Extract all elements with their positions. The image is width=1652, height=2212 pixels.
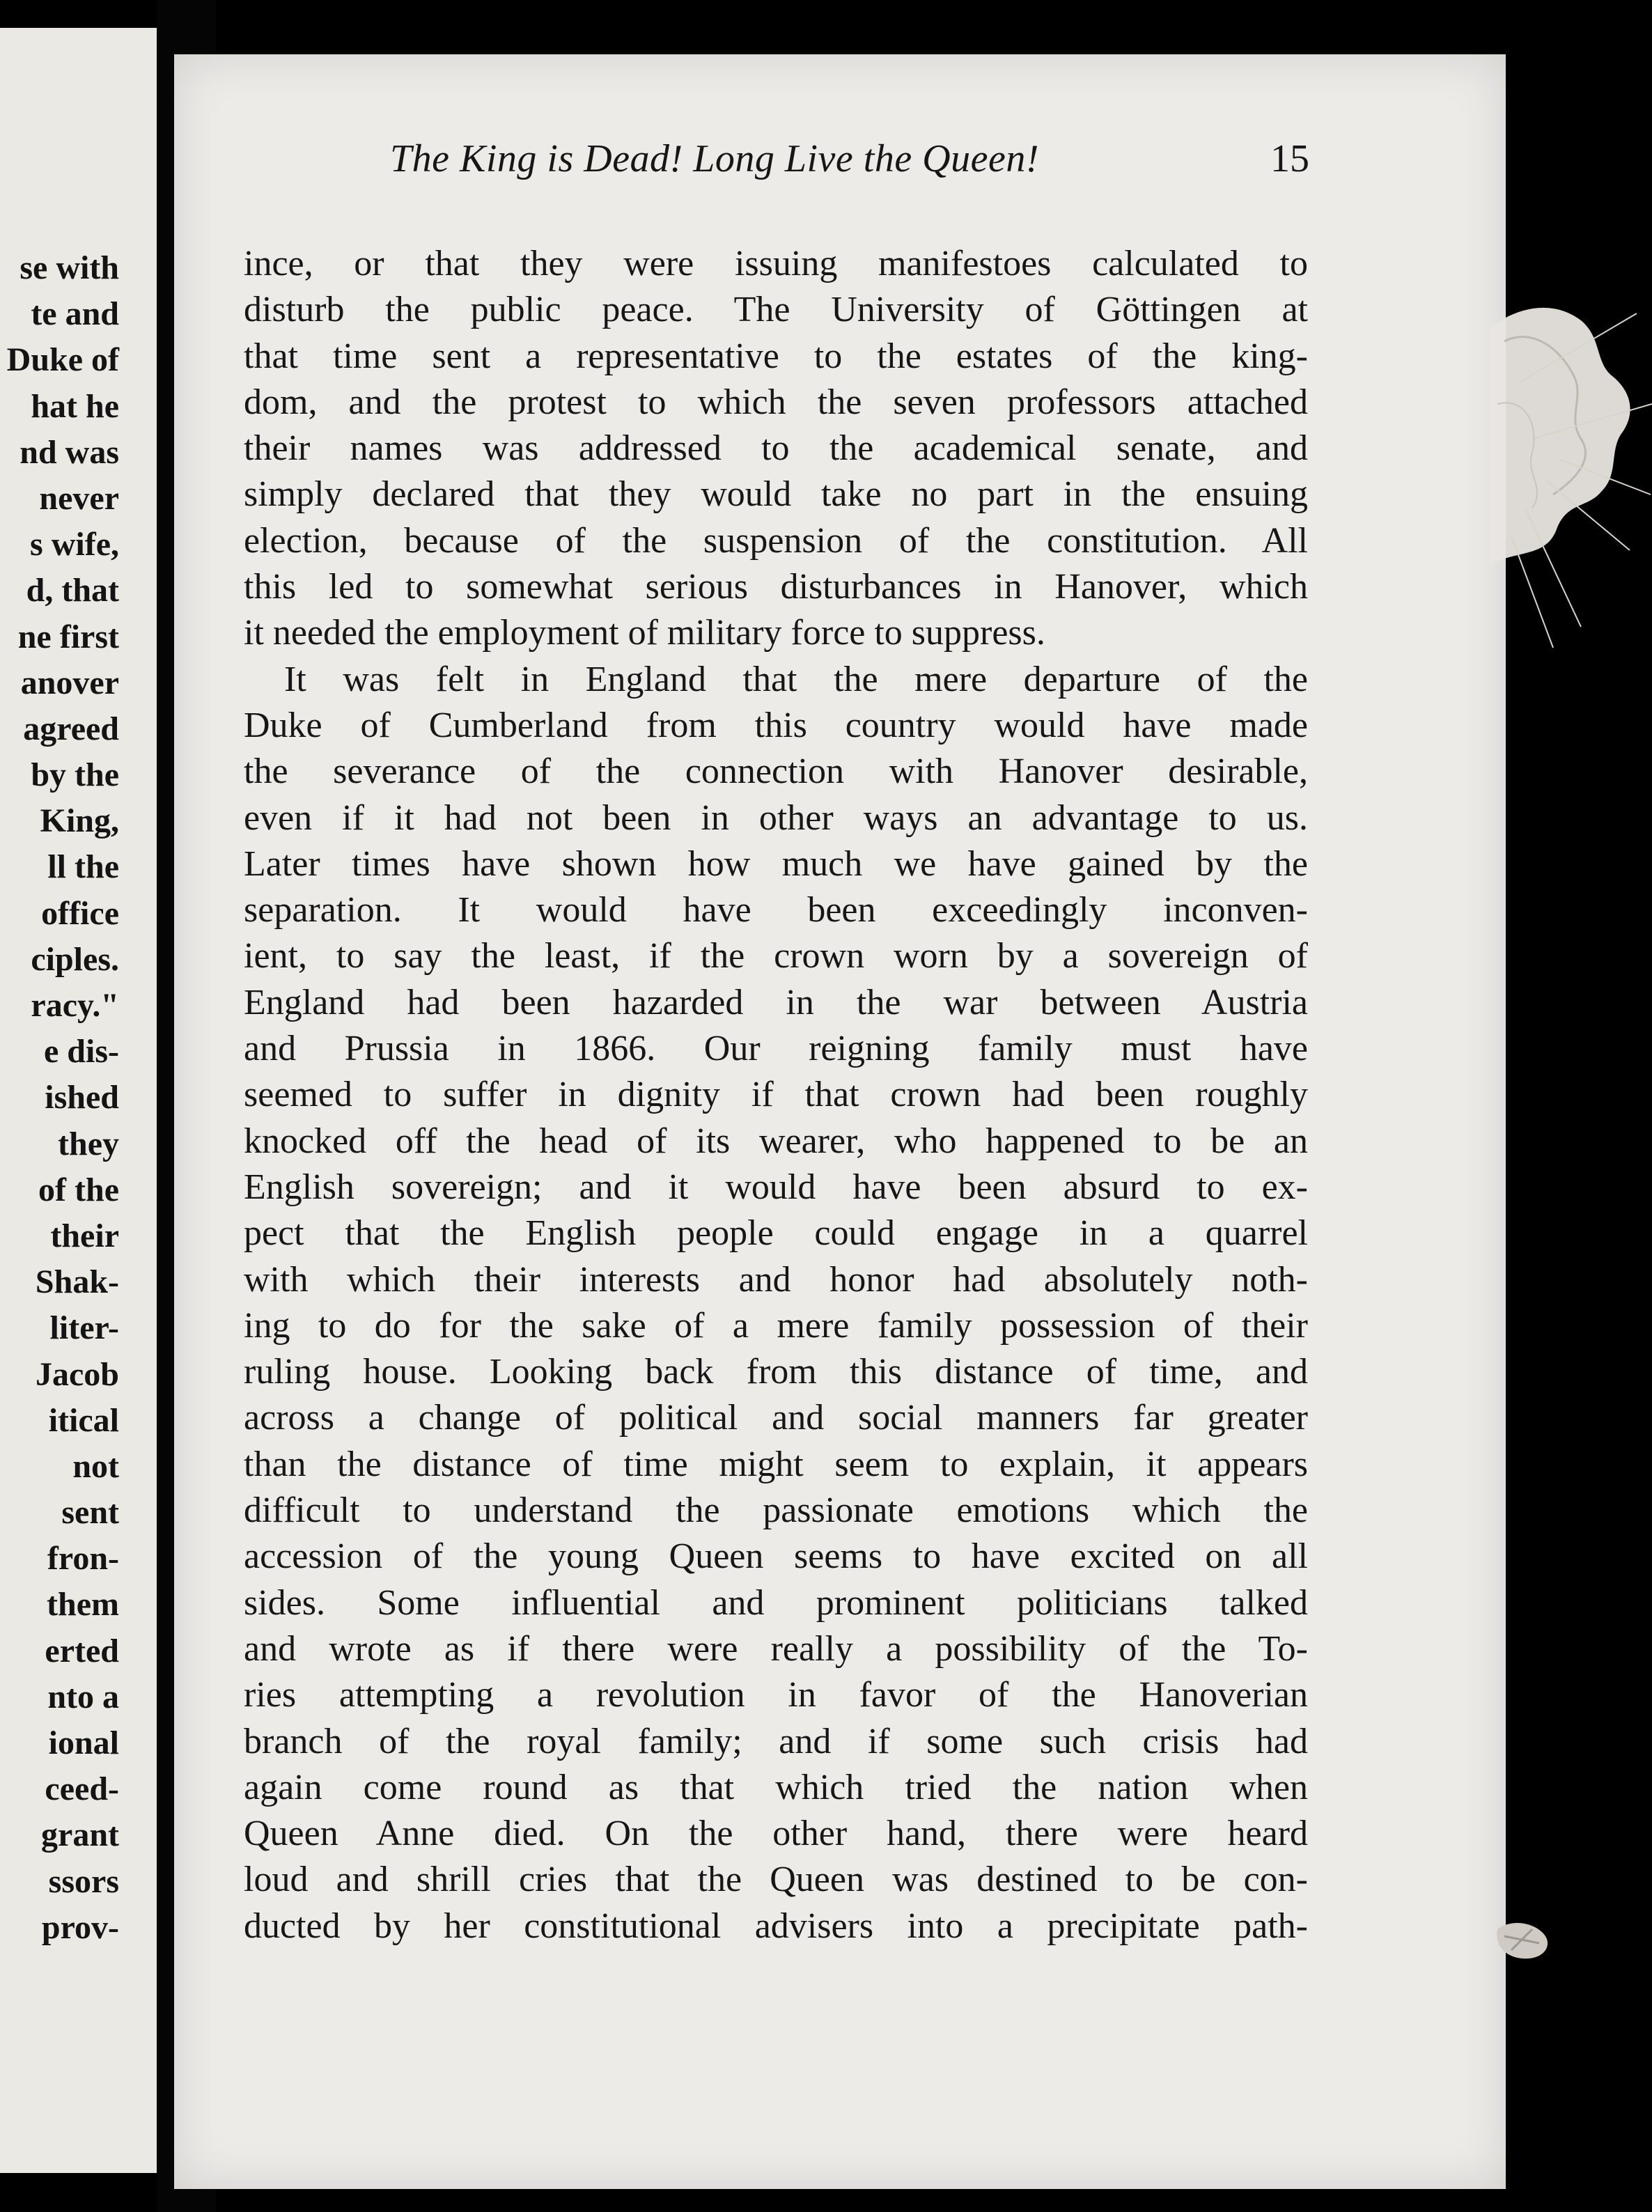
text-line: separation. It would have been exceedingly inconven- — [244, 890, 1308, 930]
body-text — [244, 241, 1308, 1949]
left-page-line: ne first — [17, 618, 119, 655]
left-page-line: King, — [40, 802, 119, 840]
text-line: sides. Some influential and prominent politicians talked — [244, 1582, 1308, 1623]
left-page-line: e dis- — [44, 1033, 119, 1070]
left-page-line: nto a — [47, 1678, 119, 1715]
left-page-text-column — [7, 245, 119, 1951]
left-page-line: d, that — [26, 572, 119, 609]
left-page-line: ional — [48, 1724, 119, 1761]
text-line: and wrote as if there were really a possibility of the To- — [244, 1628, 1308, 1669]
text-line: and Prussia in 1866. Our reigning family must have — [244, 1029, 1308, 1069]
left-page-line: prov- — [41, 1908, 119, 1946]
text-line: English sovereign; and it would have been absurd to ex- — [244, 1167, 1308, 1207]
left-facing-page — [0, 28, 157, 2173]
left-page-line: grant — [41, 1816, 119, 1854]
text-line: with which their interests and honor had absolutely noth- — [244, 1259, 1308, 1300]
running-title: The King is Dead! Long Live the Queen! — [390, 137, 1039, 180]
text-line: ruling house. Looking back from this distance of time, and — [244, 1352, 1308, 1392]
text-line: It was felt in England that the mere departure of the — [284, 659, 1308, 699]
left-page-line: they — [58, 1125, 119, 1162]
text-line: pect that the English people could engage in a quarrel — [244, 1213, 1308, 1254]
text-line: disturb the public peace. The University of Göttingen at — [244, 290, 1308, 330]
text-line: difficult to understand the passionate emotions which the — [244, 1490, 1308, 1531]
text-line: that time sent a representative to the estates of the king- — [244, 336, 1308, 376]
edge-speck — [1490, 1915, 1574, 1964]
left-page-line: by the — [31, 756, 119, 794]
left-page-line: se with — [20, 249, 119, 286]
left-page-line: itical — [48, 1401, 119, 1439]
text-line: across a change of political and social manners far greater — [244, 1398, 1308, 1438]
text-line: it needed the employment of military force to suppress. — [244, 613, 1045, 653]
left-page-line: erted — [45, 1632, 119, 1669]
text-line: accession of the young Queen seems to have excited on all — [244, 1536, 1308, 1577]
text-line: even if it had not been in other ways an advantage to us. — [244, 797, 1308, 838]
text-line: ries attempting a revolution in favor of the Hanoverian — [244, 1675, 1308, 1715]
torn-paper-fibre — [1490, 299, 1652, 662]
left-page-line: liter- — [49, 1309, 119, 1347]
left-page-line: anover — [20, 664, 119, 701]
left-page-line: sent — [61, 1494, 119, 1532]
left-page-line: never — [39, 479, 119, 517]
left-page-line: Duke of — [6, 341, 119, 379]
text-line: England had been hazarded in the war between Austria — [244, 982, 1308, 1022]
text-line: Later times have shown how much we have gained by the — [244, 843, 1308, 884]
text-line: knocked off the head of its wearer, who happened to be an — [244, 1121, 1308, 1161]
left-page-line: ll the — [47, 848, 119, 886]
text-line: ince, or that they were issuing manifestoes calculated to — [244, 244, 1308, 283]
text-line: loud and shrill cries that the Queen was destined to be con- — [244, 1860, 1308, 1900]
text-line: this led to somewhat serious disturbances in Hanover, which — [244, 567, 1308, 607]
left-page-line: ished — [45, 1079, 119, 1116]
page-number: 15 — [1270, 137, 1309, 180]
left-page-line: their — [50, 1217, 119, 1254]
text-line: seemed to suffer in dignity if that crown had been roughly — [244, 1075, 1308, 1115]
left-page-line: ceed- — [45, 1770, 119, 1808]
text-line: Queen Anne died. On the other hand, there were heard — [244, 1814, 1308, 1854]
text-line: than the distance of time might seem to explain, it appears — [244, 1444, 1308, 1484]
text-line: Duke of Cumberland from this country would have made — [244, 705, 1308, 745]
left-page-line: te and — [31, 295, 119, 333]
left-page-line: of the — [38, 1171, 119, 1208]
left-page-line: fron- — [47, 1540, 119, 1578]
left-page-line: hat he — [31, 387, 119, 425]
left-page-line: Jacob — [36, 1355, 119, 1393]
text-line: simply declared that they would take no part in the ensuing — [244, 474, 1308, 515]
left-page-line: ssors — [48, 1862, 119, 1900]
running-header — [216, 131, 1323, 187]
left-page-line: s wife, — [30, 526, 119, 563]
text-line: branch of the royal family; and if some such crisis had — [244, 1721, 1308, 1761]
text-line: ducted by her constitutional advisers into a precipitate path- — [244, 1906, 1308, 1946]
text-line: again come round as that which tried the nation when — [244, 1767, 1308, 1807]
text-line: their names was addressed to the academical senate, and — [244, 428, 1308, 469]
text-line: dom, and the protest to which the seven professors attached — [244, 382, 1308, 422]
text-line: the severance of the connection with Hanover desirable, — [244, 751, 1308, 792]
left-page-line: office — [41, 894, 119, 932]
left-page-line: nd was — [20, 433, 119, 471]
left-page-line: not — [72, 1447, 119, 1485]
left-page-line: Shak- — [35, 1263, 119, 1301]
text-line: election, because of the suspension of the constitution. All — [244, 520, 1308, 561]
left-page-line: ciples. — [31, 940, 119, 978]
left-page-line: racy." — [31, 987, 119, 1024]
left-page-line: them — [47, 1586, 119, 1623]
text-line: ient, to say the least, if the crown worn by a sovereign of — [244, 936, 1308, 976]
text-line: ing to do for the sake of a mere family possession of their — [244, 1305, 1308, 1346]
left-page-line: agreed — [23, 710, 119, 747]
